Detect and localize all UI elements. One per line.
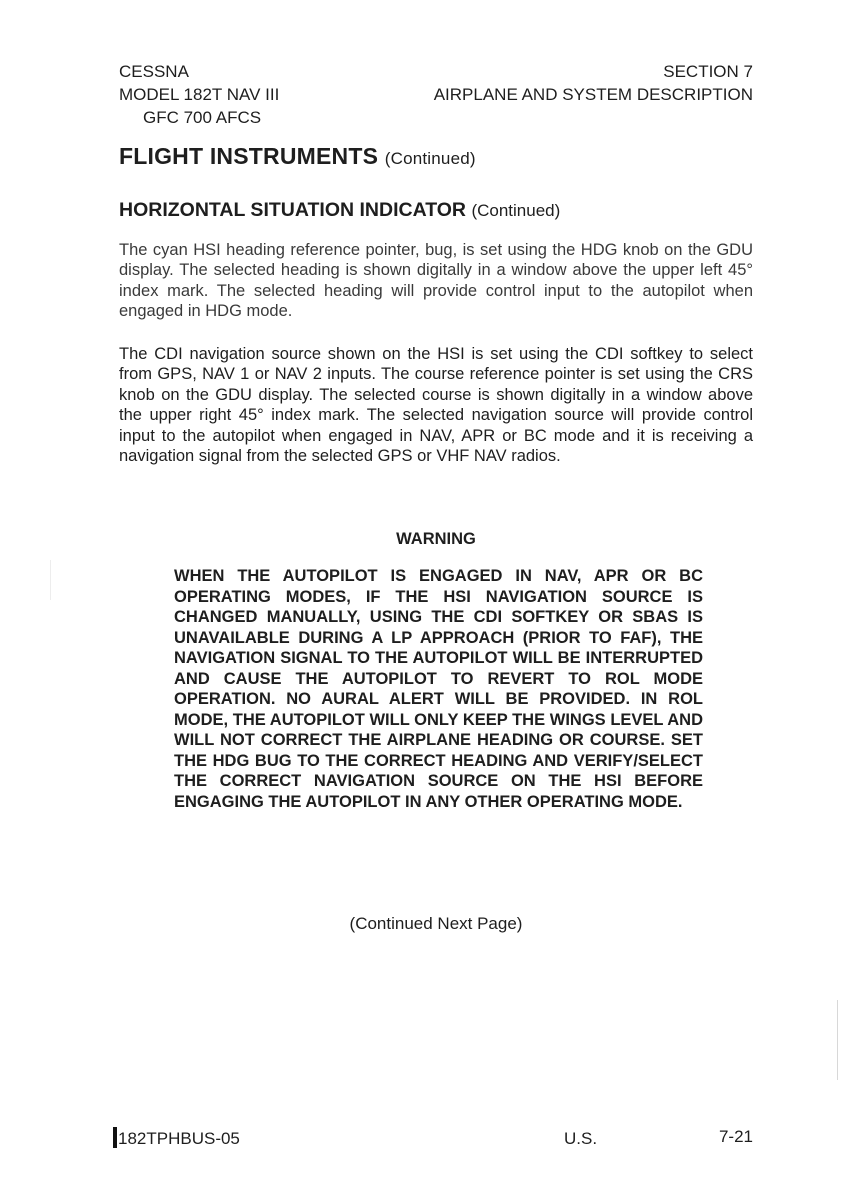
- footer-doc-number: [113, 1127, 240, 1149]
- warning-title: WARNING: [396, 530, 476, 548]
- paragraph-cdi-source: The CDI navigation source shown on the HSI is set using the CDI softkey to select from GPS, NAV 1 or NAV 2 inputs. The course reference pointer is set using the CRS knob on the GDU display. The selected course is shown digitally in a window above the upper right 45° index mark. The selected navigation source will provide control input to the autopilot when engaged in NAV, APR or BC mode and it is receiving a navigation signal from the selected GPS or VHF NAV radios.: [119, 345, 753, 466]
- paragraph-hdg-bug: The cyan HSI heading reference pointer, bug, is set using the HDG knob on the GDU display. The selected heading is shown digitally in a window above the upper left 45° index mark. The selected heading will provide control input to the autopilot when engaged in HDG mode.: [119, 241, 753, 321]
- scan-edge-mark: [837, 1000, 838, 1080]
- section-title: [119, 143, 476, 170]
- header-manufacturer: CESSNA: [119, 62, 189, 81]
- subsection-title-continued: (Continued): [471, 201, 561, 220]
- header-section-name: AIRPLANE AND SYSTEM DESCRIPTION: [433, 85, 753, 104]
- footer-page-number: 7-21: [718, 1127, 753, 1146]
- warning-body: WHEN THE AUTOPILOT IS ENGAGED IN NAV, APR OR BC OPERATING MODES, IF THE HSI NAVIGATION SOURCE IS CHANGED MANUALLY, USING THE CDI SOFTKEY OR SBAS IS UNAVAILABLE DURING A LP APPROACH (PRIOR TO FAF), THE NAVIGATION SIGNAL TO THE AUTOPILOT WILL BE INTERRUPTED AND CAUSE THE AUTOPILOT TO REVERT TO ROL MODE OPERATION. NO AURAL ALERT WILL BE PROVIDED. IN ROL MODE, THE AUTOPILOT WILL ONLY KEEP THE WINGS LEVEL AND WILL NOT CORRECT THE AIRPLANE HEADING OR COURSE. SET THE HDG BUG TO THE CORRECT HEADING AND VERIFY/SELECT THE CORRECT NAVIGATION SOURCE ON THE HSI BEFORE ENGAGING THE AUTOPILOT IN ANY OTHER OPERATING MODE.: [174, 567, 703, 811]
- section-title-continued: (Continued): [384, 149, 476, 168]
- footer-doc-number-text: 182TPHBUS-05: [118, 1129, 240, 1148]
- revision-change-bar: [113, 1127, 117, 1148]
- scan-left-mark: [50, 560, 51, 600]
- header-left: [119, 60, 279, 129]
- header-right: [434, 60, 753, 106]
- section-title-text: FLIGHT INSTRUMENTS: [119, 143, 379, 169]
- subsection-title: [119, 199, 560, 222]
- subsection-title-text: HORIZONTAL SITUATION INDICATOR: [119, 199, 467, 221]
- header-model: MODEL 182T NAV III: [119, 85, 280, 104]
- continued-next-page: (Continued Next Page): [349, 914, 523, 933]
- footer-region: U.S.: [564, 1129, 598, 1148]
- header-afcs: GFC 700 AFCS: [143, 108, 262, 127]
- header-section-number: SECTION 7: [663, 62, 753, 81]
